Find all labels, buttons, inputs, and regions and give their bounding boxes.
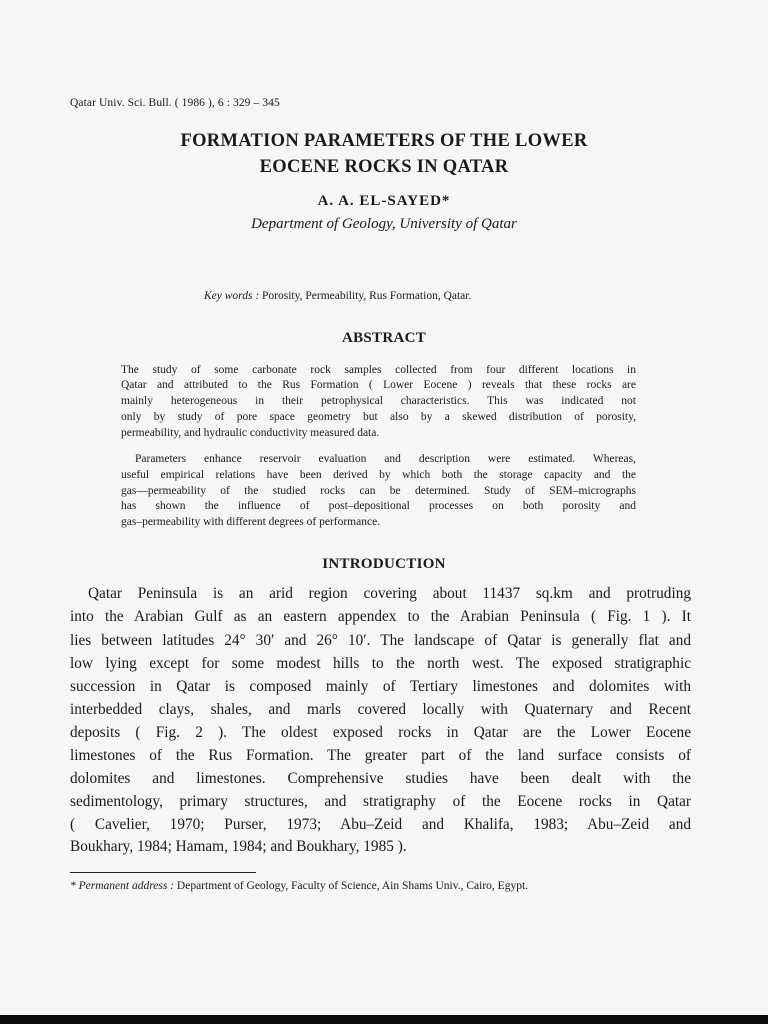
paper-title-line-1: FORMATION PARAMETERS OF THE LOWER (180, 131, 588, 151)
abstract-line: useful empirical relations have been derived by which both the storage capacity and the (121, 469, 636, 481)
footnote-label: * Permanent address : (70, 880, 175, 892)
footnote-rule (70, 872, 256, 873)
author-affiliation: Department of Geology, University of Qatar (251, 216, 517, 232)
paper-title-line-2: EOCENE ROCKS IN QATAR (259, 157, 509, 177)
introduction-line: dolomites and limestones. Comprehensive studies have been dealt with the (70, 770, 691, 787)
abstract-line: only by study of pore space geometry but also by a skewed distribution of porosity, (121, 411, 636, 423)
introduction-line: ( Cavelier, 1970; Purser, 1973; Abu–Zeid and Khalifa, 1983; Abu–Zeid and (70, 816, 691, 833)
introduction-line: interbedded clays, shales, and marls covered locally with Quaternary and Recent (70, 701, 691, 718)
introduction-line: deposits ( Fig. 2 ). The oldest exposed rocks in Qatar are the Lower Eocene (70, 724, 691, 741)
footnote (70, 880, 528, 892)
keywords-label: Key words : (204, 290, 260, 302)
abstract-line: gas–permeability with different degrees of performance. (121, 516, 381, 528)
keywords (204, 290, 471, 302)
journal-citation: Qatar Univ. Sci. Bull. ( 1986 ), 6 : 329 – 345 (70, 97, 280, 109)
abstract-line: mainly heterogeneous in their petrophysical characteristics. This was indicated not (121, 395, 636, 407)
introduction-line: lies between latitudes 24° 30′ and 26° 10′. The landscape of Qatar is generally flat and (70, 632, 691, 649)
page-bottom-border (0, 1015, 768, 1024)
abstract-line: The study of some carbonate rock samples collected from four different locations in (121, 364, 636, 376)
abstract-line: has shown the influence of post–depositional processes on both porosity and (121, 500, 636, 512)
introduction-line: into the Arabian Gulf as an eastern appendex to the Arabian Peninsula ( Fig. 1 ). It (70, 608, 691, 625)
introduction-line: low lying except for some modest hills to the north west. The exposed stratigraphic (70, 655, 691, 672)
introduction-line: limestones of the Rus Formation. The greater part of the land surface consists of (70, 747, 691, 764)
introduction-line: succession in Qatar is composed mainly of Tertiary limestones and dolomites with (70, 678, 691, 695)
introduction-line: sedimentology, primary structures, and stratigraphy of the Eocene rocks in Qatar (70, 793, 691, 810)
abstract-heading: ABSTRACT (341, 330, 427, 346)
footnote-text: Department of Geology, Faculty of Science, Ain Shams Univ., Cairo, Egypt. (176, 880, 529, 892)
introduction-heading: INTRODUCTION (322, 556, 446, 572)
abstract-line: Parameters enhance reservoir evaluation and description were estimated. Whereas, (135, 453, 636, 465)
abstract-line: permeability, and hydraulic conductivity measured data. (121, 427, 380, 439)
author-name: A. A. EL-SAYED* (317, 193, 451, 209)
introduction-line: Boukhary, 1984; Hamam, 1984; and Boukhary, 1985 ). (70, 838, 407, 855)
introduction-line: Qatar Peninsula is an arid region covering about 11437 sq.km and protruding (88, 585, 691, 602)
abstract-line: Qatar and attributed to the Rus Formation ( Lower Eocene ) reveals that these rocks are (121, 379, 636, 391)
abstract-line: gas—permeability of the studied rocks can be determined. Study of SEM–micrographs (121, 485, 636, 497)
keywords-text: Porosity, Permeability, Rus Formation, Qatar. (262, 290, 472, 302)
